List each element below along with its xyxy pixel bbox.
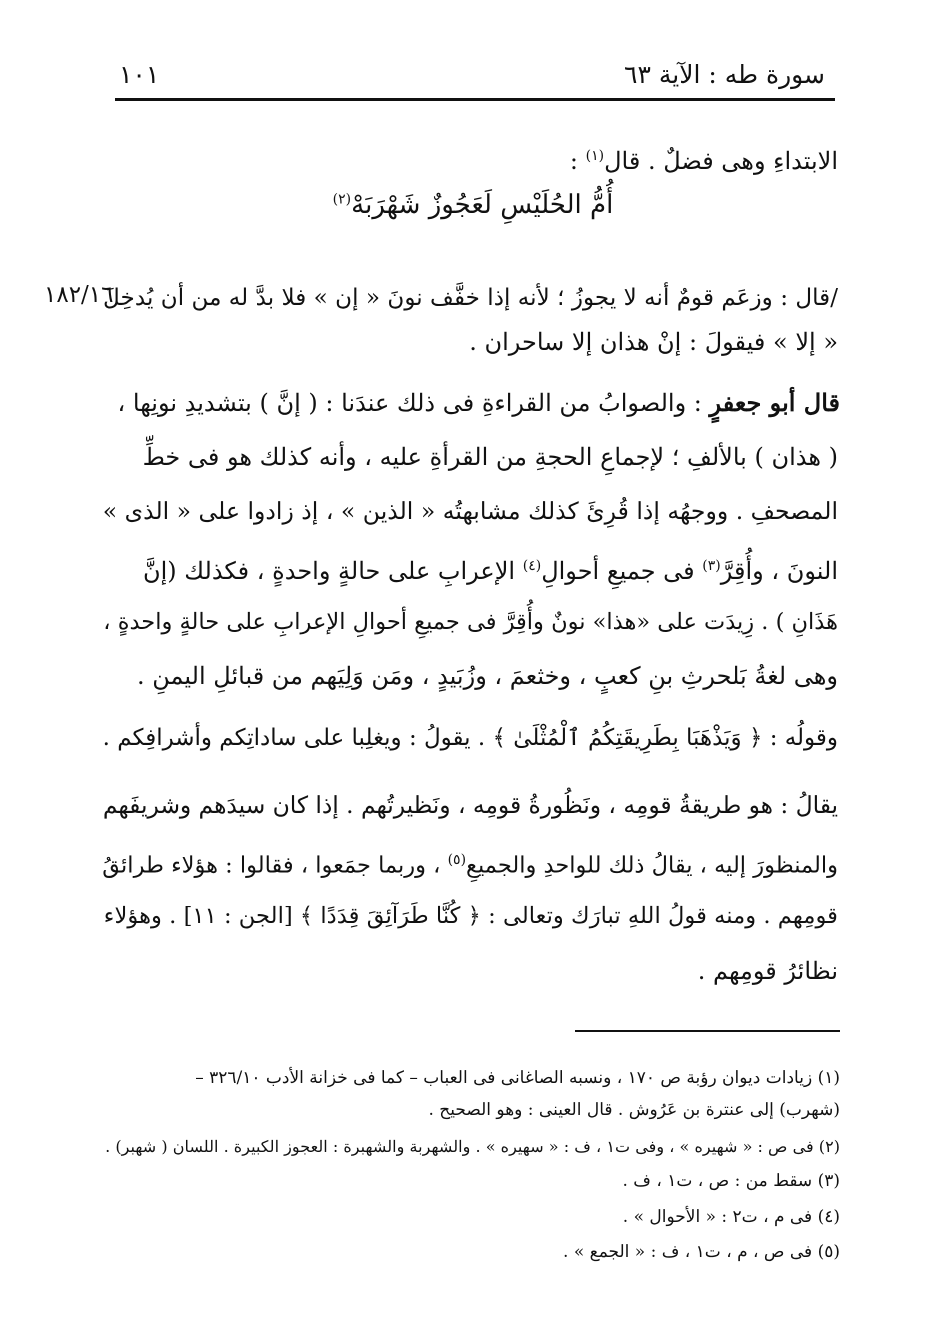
body-text: الإعرابِ على حالةٍ واحدةٍ ، فكذلك (إنَّ [143,557,523,585]
body-line-10: وهى لغةُ بَلحرثِ بنِ كعبٍ ، وخثعمَ ، وزُبَيدٍ ، ومَن وَلِيَهم من قبائلِ اليمنِ . [137,662,838,690]
footnote-ref: (٥) [447,852,467,868]
page-number: ١٠١ [119,60,160,89]
body-line-4: « إلا » فيقولَ : إنْ هذان إلا ساحران . [469,328,838,356]
body-line-9: هَذَانِ ) . زِيدَت على «هذا» نونٌ وأُقِرَّ فى جميعِ أحوالِ الإعرابِ على حالةٍ واحدةٍ ، [103,609,838,635]
footnote-ref: (٣) [702,558,721,574]
body-text: والمنظورَ إليه ، يقالُ ذلك للواحدِ والجميعِ [466,852,838,879]
body-line-8 [143,546,838,591]
body-text: فى جميعِ أحوالِ [541,557,703,585]
body-line-14: قومِهم . ومنه قولُ اللهِ تبارَك وتعالى : ﴿ كُنَّا طَرَآئِقَ قِدَدًا ﴾ [الجن : ١١] . وهؤلاء [103,903,838,929]
footnote-ref: (١) [585,148,605,164]
footnote-5: (٥) فى ص ، م ، ت١ ، ف : « الجمع » . [563,1242,840,1262]
body-line-7: المصحفِ . ووجهُه إذا قُرِئَ كذلك مشابهتُه « الذين » ، إذ زادوا على « الذى » [102,497,838,525]
margin-reference: ١٨٢/١٦ [44,282,114,308]
header-title: سورة طه : الآية ٦٣ [624,60,825,89]
body-line-6: ( هذان ) بالألفِ ؛ لإجماعِ الحجةِ من القرأةِ عليه ، وأنه كذلك هو فى خطِّ [142,443,838,471]
footnote-4: (٤) فى م ، ت٢ : « الأحوال » . [622,1207,840,1227]
footnote-rule [575,1030,840,1032]
verse-text: أُمُّ الحُلَيْسِ لَعَجُوزٌ شَهْرَبَهْ [351,190,614,220]
page-header [115,58,835,100]
body-text: النونَ ، وأُقِرَّ [720,557,838,585]
footnote-1-cont: (شهرب) إلى عنترة بن عَرُوش . قال العينى : وهو الصحيح . [428,1100,840,1120]
body-line-12: يقالُ : هو طريقةُ قومِه ، ونَظُورةُ قومِه ، ونَظيرتُهم . إذا كان سيدَهم وشريفَهم [102,791,838,819]
body-text: ، وربما جمَعوا ، فقالوا : هؤلاء طرائقُ [102,852,448,879]
body-line-11: وقولُه : ﴿ وَيَذْهَبَا بِطَرِيقَتِكُمُ ٱلْمُثْلَىٰ ﴾ . يقولُ : ويغلِبا على ساداتِكم وأشرافِكم . [102,725,838,751]
body-text: الابتداءِ وهى فضلٌ . قال [604,147,838,175]
body-line-1 [570,136,838,181]
footnote-3: (٣) سقط من : ص ، ت١ ، ف . [622,1171,840,1191]
footnote-ref: (٤) [522,558,542,574]
body-line-3: /قال : وزعَم قومٌ أنه لا يجوزُ ؛ لأنه إذا خفَّف نونَ « إن » فلا بدَّ له من أن يُدخِلَ [103,285,838,311]
body-line-13 [102,840,838,886]
poetry-verse [0,190,946,220]
body-text: : [569,147,586,175]
body-line-15: نظائرُ قومِهم . [697,957,838,985]
footnote-ref: (٢) [332,191,352,208]
header-rule [115,98,835,101]
body-line-5 [118,383,840,423]
footnote-2: (٢) فى ص : « شهيره » ، وفى ت١ ، ف : « سهيره » . والشهربة والشهبرة : العجوز الكبيرة . اللسان ( شهبر) . [105,1137,840,1156]
speaker-name: قال أبو جعفرٍ [709,388,840,417]
footnote-1: (١) زيادات ديوان رؤبة ص ١٧٠ ، ونسبه الصاغانى فى العباب – كما فى خزانة الأدب ٣٢٦/١٠ – [195,1068,840,1088]
body-text: : والصوابُ من القراءةِ فى ذلك عندَنا : ( إنَّ ) بتشديدِ نونِها ، [117,389,710,417]
